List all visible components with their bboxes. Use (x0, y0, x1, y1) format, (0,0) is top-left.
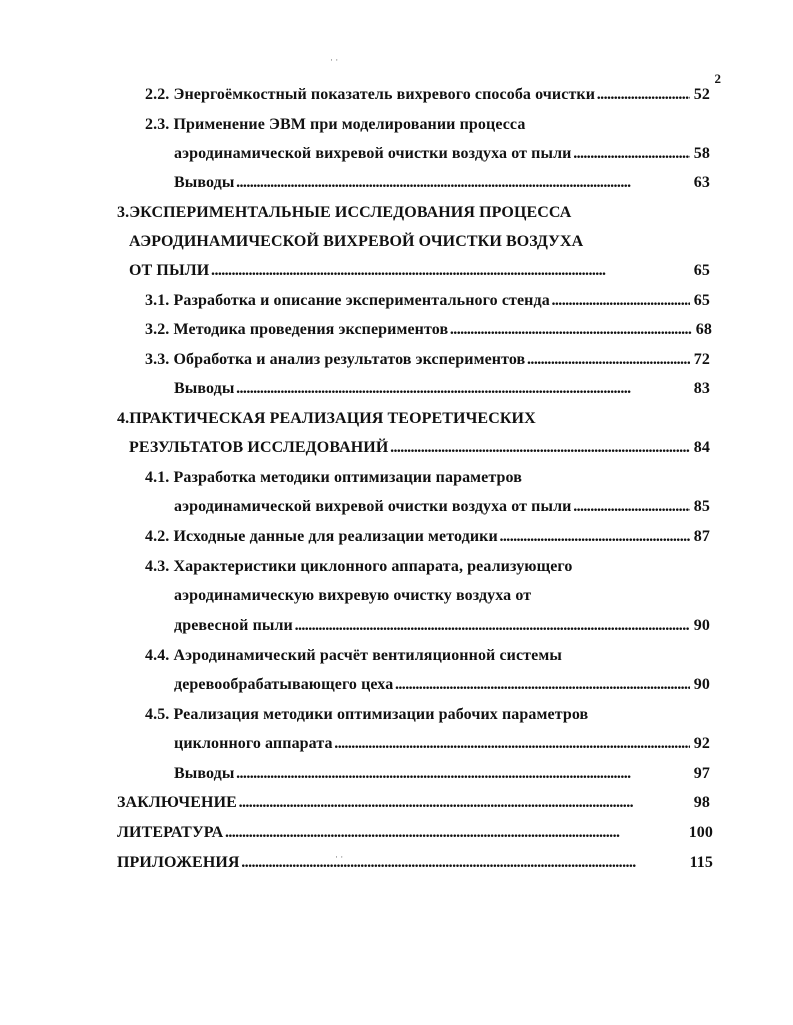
toc-entry[interactable]: 2.3. Применение ЭВМ при моделировании процесса (145, 116, 526, 133)
toc-entry[interactable]: АЭРОДИНАМИЧЕСКОЙ ВИХРЕВОЙ ОЧИСТКИ ВОЗДУХА (129, 233, 584, 250)
toc-entry[interactable]: аэродинамической вихревой очистки воздуха от пыли . . . 58 (174, 143, 710, 165)
toc-entry[interactable]: 4.5. Реализация методики оптимизации рабочих параметров (145, 706, 589, 723)
toc-entry[interactable]: 4.2. Исходные данные для реализации методики . . . 87 (145, 526, 710, 548)
toc-entry[interactable]: 4.1. Разработка методики оптимизации параметров (145, 469, 522, 486)
toc-entry[interactable]: ПРИЛОЖЕНИЯ . . . 115 (117, 852, 713, 874)
toc-entry[interactable]: циклонного аппарата . . . 92 (174, 733, 710, 755)
toc-entry[interactable]: аэродинамическую вихревую очистку воздуха от (174, 587, 532, 604)
toc-entry[interactable]: 4.4. Аэродинамический расчёт вентиляционной системы (145, 647, 562, 664)
toc-entry[interactable]: Выводы . . . 97 (174, 763, 710, 785)
scan-speck: · · (330, 55, 339, 65)
toc-entry[interactable]: 2.2. Энергоёмкостный показатель вихревого способа очистки . . . 52 (145, 84, 710, 106)
toc-entry[interactable]: 4.ПРАКТИЧЕСКАЯ РЕАЛИЗАЦИЯ ТЕОРЕТИЧЕСКИХ (117, 410, 536, 427)
toc-entry[interactable]: ЗАКЛЮЧЕНИЕ . . . 98 (117, 792, 710, 814)
toc-entry[interactable]: аэродинамической вихревой очистки воздуха от пыли . . . 85 (174, 496, 710, 518)
toc-entry[interactable]: Выводы . . . 83 (174, 378, 710, 400)
toc-entry[interactable]: деревообрабатывающего цеха . . . 90 (174, 674, 710, 696)
toc-entry[interactable]: 4.3. Характеристики циклонного аппарата, реализующего (145, 558, 573, 575)
toc-entry[interactable]: ОТ ПЫЛИ . . . 65 (129, 260, 710, 282)
page-number: 2 (714, 71, 721, 86)
toc-entry[interactable]: 3.1. Разработка и описание экспериментального стенда . . . 65 (145, 290, 710, 312)
toc-entry[interactable]: 3.3. Обработка и анализ результатов экспериментов . . . 72 (145, 349, 710, 371)
toc-entry[interactable]: 3.2. Методика проведения экспериментов . . . 68 (145, 319, 712, 341)
toc-entry[interactable]: ЛИТЕРАТУРА . . . 100 (117, 822, 713, 844)
toc-entry[interactable]: РЕЗУЛЬТАТОВ ИССЛЕДОВАНИЙ . . . 84 (129, 437, 710, 459)
toc-entry[interactable]: 3.ЭКСПЕРИМЕНТАЛЬНЫЕ ИССЛЕДОВАНИЯ ПРОЦЕССА (117, 204, 572, 221)
toc-entry[interactable]: древесной пыли . . . 90 (174, 615, 710, 637)
scan-speck: · · (335, 852, 344, 862)
toc-entry[interactable]: Выводы . . . 63 (174, 172, 710, 194)
